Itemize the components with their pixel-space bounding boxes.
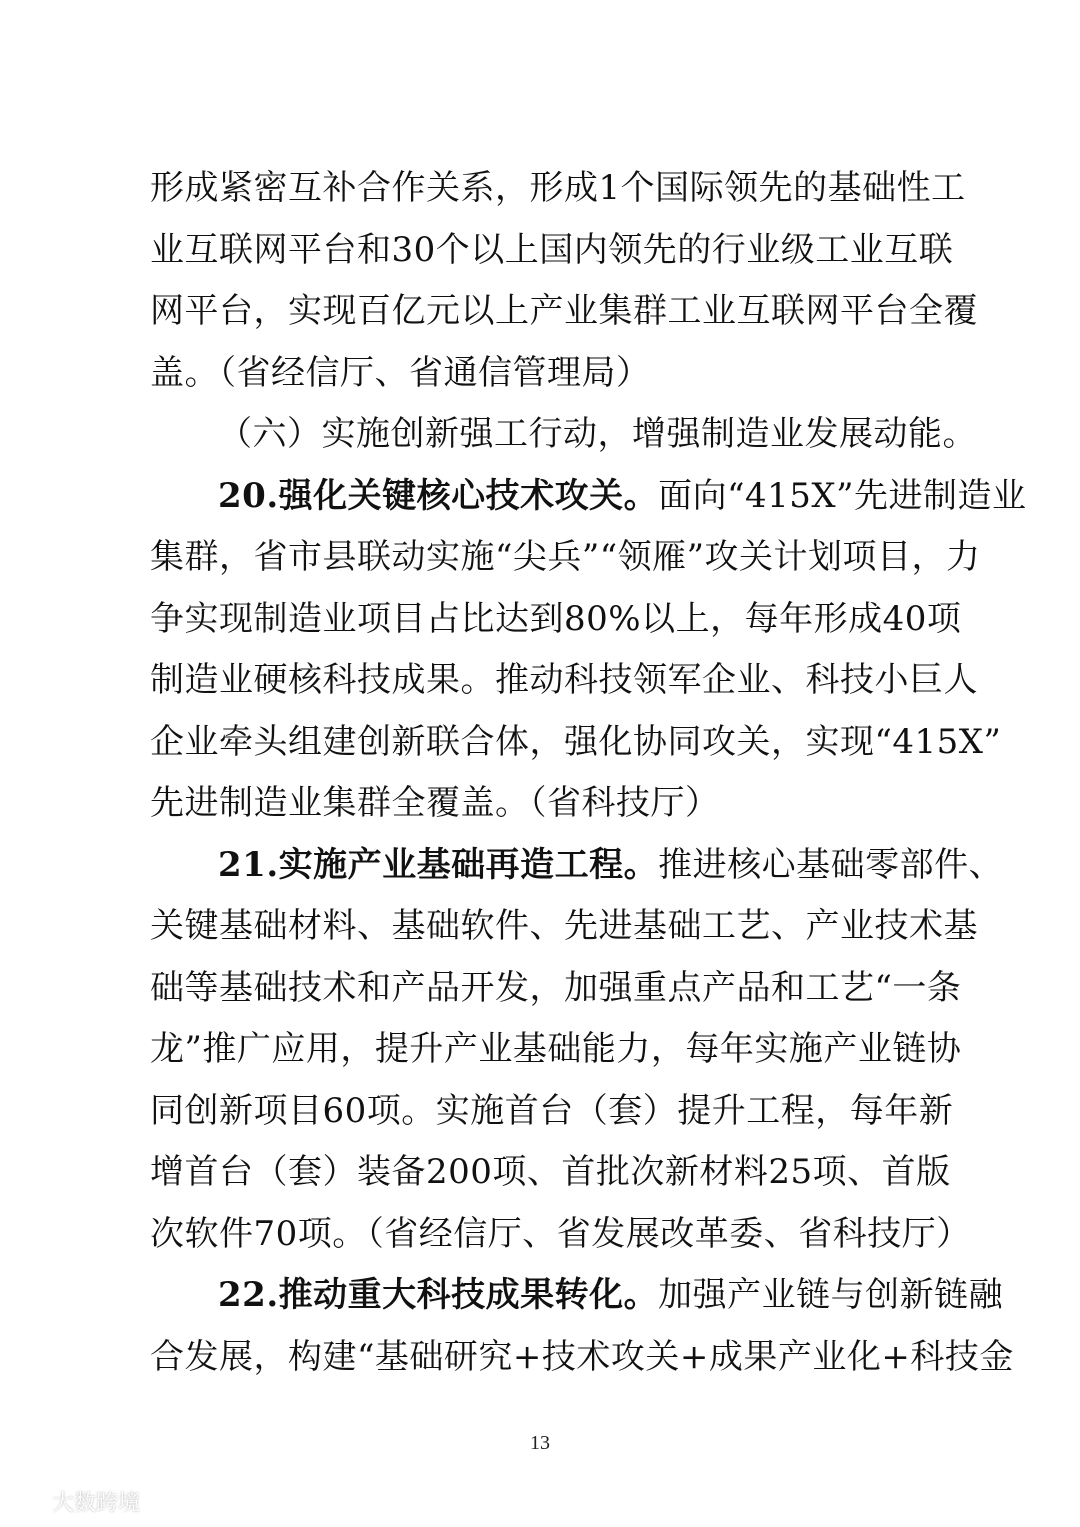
item-21 [150,835,1004,1266]
text-line: 制造业硬核科技成果。推动科技领军企业、科技小巨人 [150,660,978,700]
watermark [12,1486,140,1517]
watermark-text: 大数跨境 [52,1491,141,1516]
page-number: 13 [530,1432,550,1454]
item-title: 20.强化关键核心技术攻关。 [218,475,659,516]
text-line: 先进制造业集群全覆盖。（省科技厅） [150,783,720,823]
item-title: 22.推动重大科技成果转化。 [218,1275,659,1315]
text-line: 业互联网平台和30个以上国内领先的行业级工业互联 [150,229,954,270]
text-line: 网平台，实现百亿元以上产业集群工业互联网平台全覆 [150,291,978,331]
text-line: 关键基础材料、基础软件、先进基础工艺、产业技术基 [150,906,978,946]
item-first-line [150,1265,1004,1327]
body-text [150,158,1027,1388]
text-line: 企业牵头组建创新联合体，强化协同攻关，实现“415X” [150,721,1002,762]
section-heading: （六）实施创新强工行动，增强制造业发展动能。 [218,414,977,454]
item-22 [150,1265,1014,1388]
weibo-logo-icon [12,1489,46,1515]
item-text: 面向“415X”先进制造业 [658,475,1027,516]
text-line: 次软件70项。（省经信厅、省发展改革委、省科技厅） [150,1213,971,1254]
paragraph-continuation [150,158,978,404]
text-line: 合发展，构建“基础研究+技术攻关+成果产业化+科技金 [150,1336,1014,1377]
item-text: 加强产业链与创新链融 [658,1275,1004,1315]
item-title: 21.实施产业基础再造工程。 [218,844,659,885]
text-line: 龙”推广应用，提升产业基础能力，每年实施产业链协 [150,1029,962,1069]
item-text: 推进核心基础零部件、 [658,844,1004,885]
text-line: 形成紧密互补合作关系，形成1个国际领先的基础性工 [150,168,966,208]
text-line: 增首台（套）装备200项、首批次新材料25项、首版 [150,1152,951,1192]
item-first-line [150,466,1027,528]
text-line: 集群，省市县联动实施“尖兵”“领雁”攻关计划项目，力 [150,537,981,577]
text-line: 盖。（省经信厅、省通信管理局） [150,352,651,393]
item-first-line [150,835,1004,897]
text-line: 争实现制造业项目占比达到80%以上，每年形成40项 [150,598,962,639]
text-line: 础等基础技术和产品开发，加强重点产品和工艺“一条 [150,967,962,1008]
item-20 [150,466,1027,835]
text-line: 同创新项目60项。实施首台（套）提升工程，每年新 [150,1090,954,1131]
